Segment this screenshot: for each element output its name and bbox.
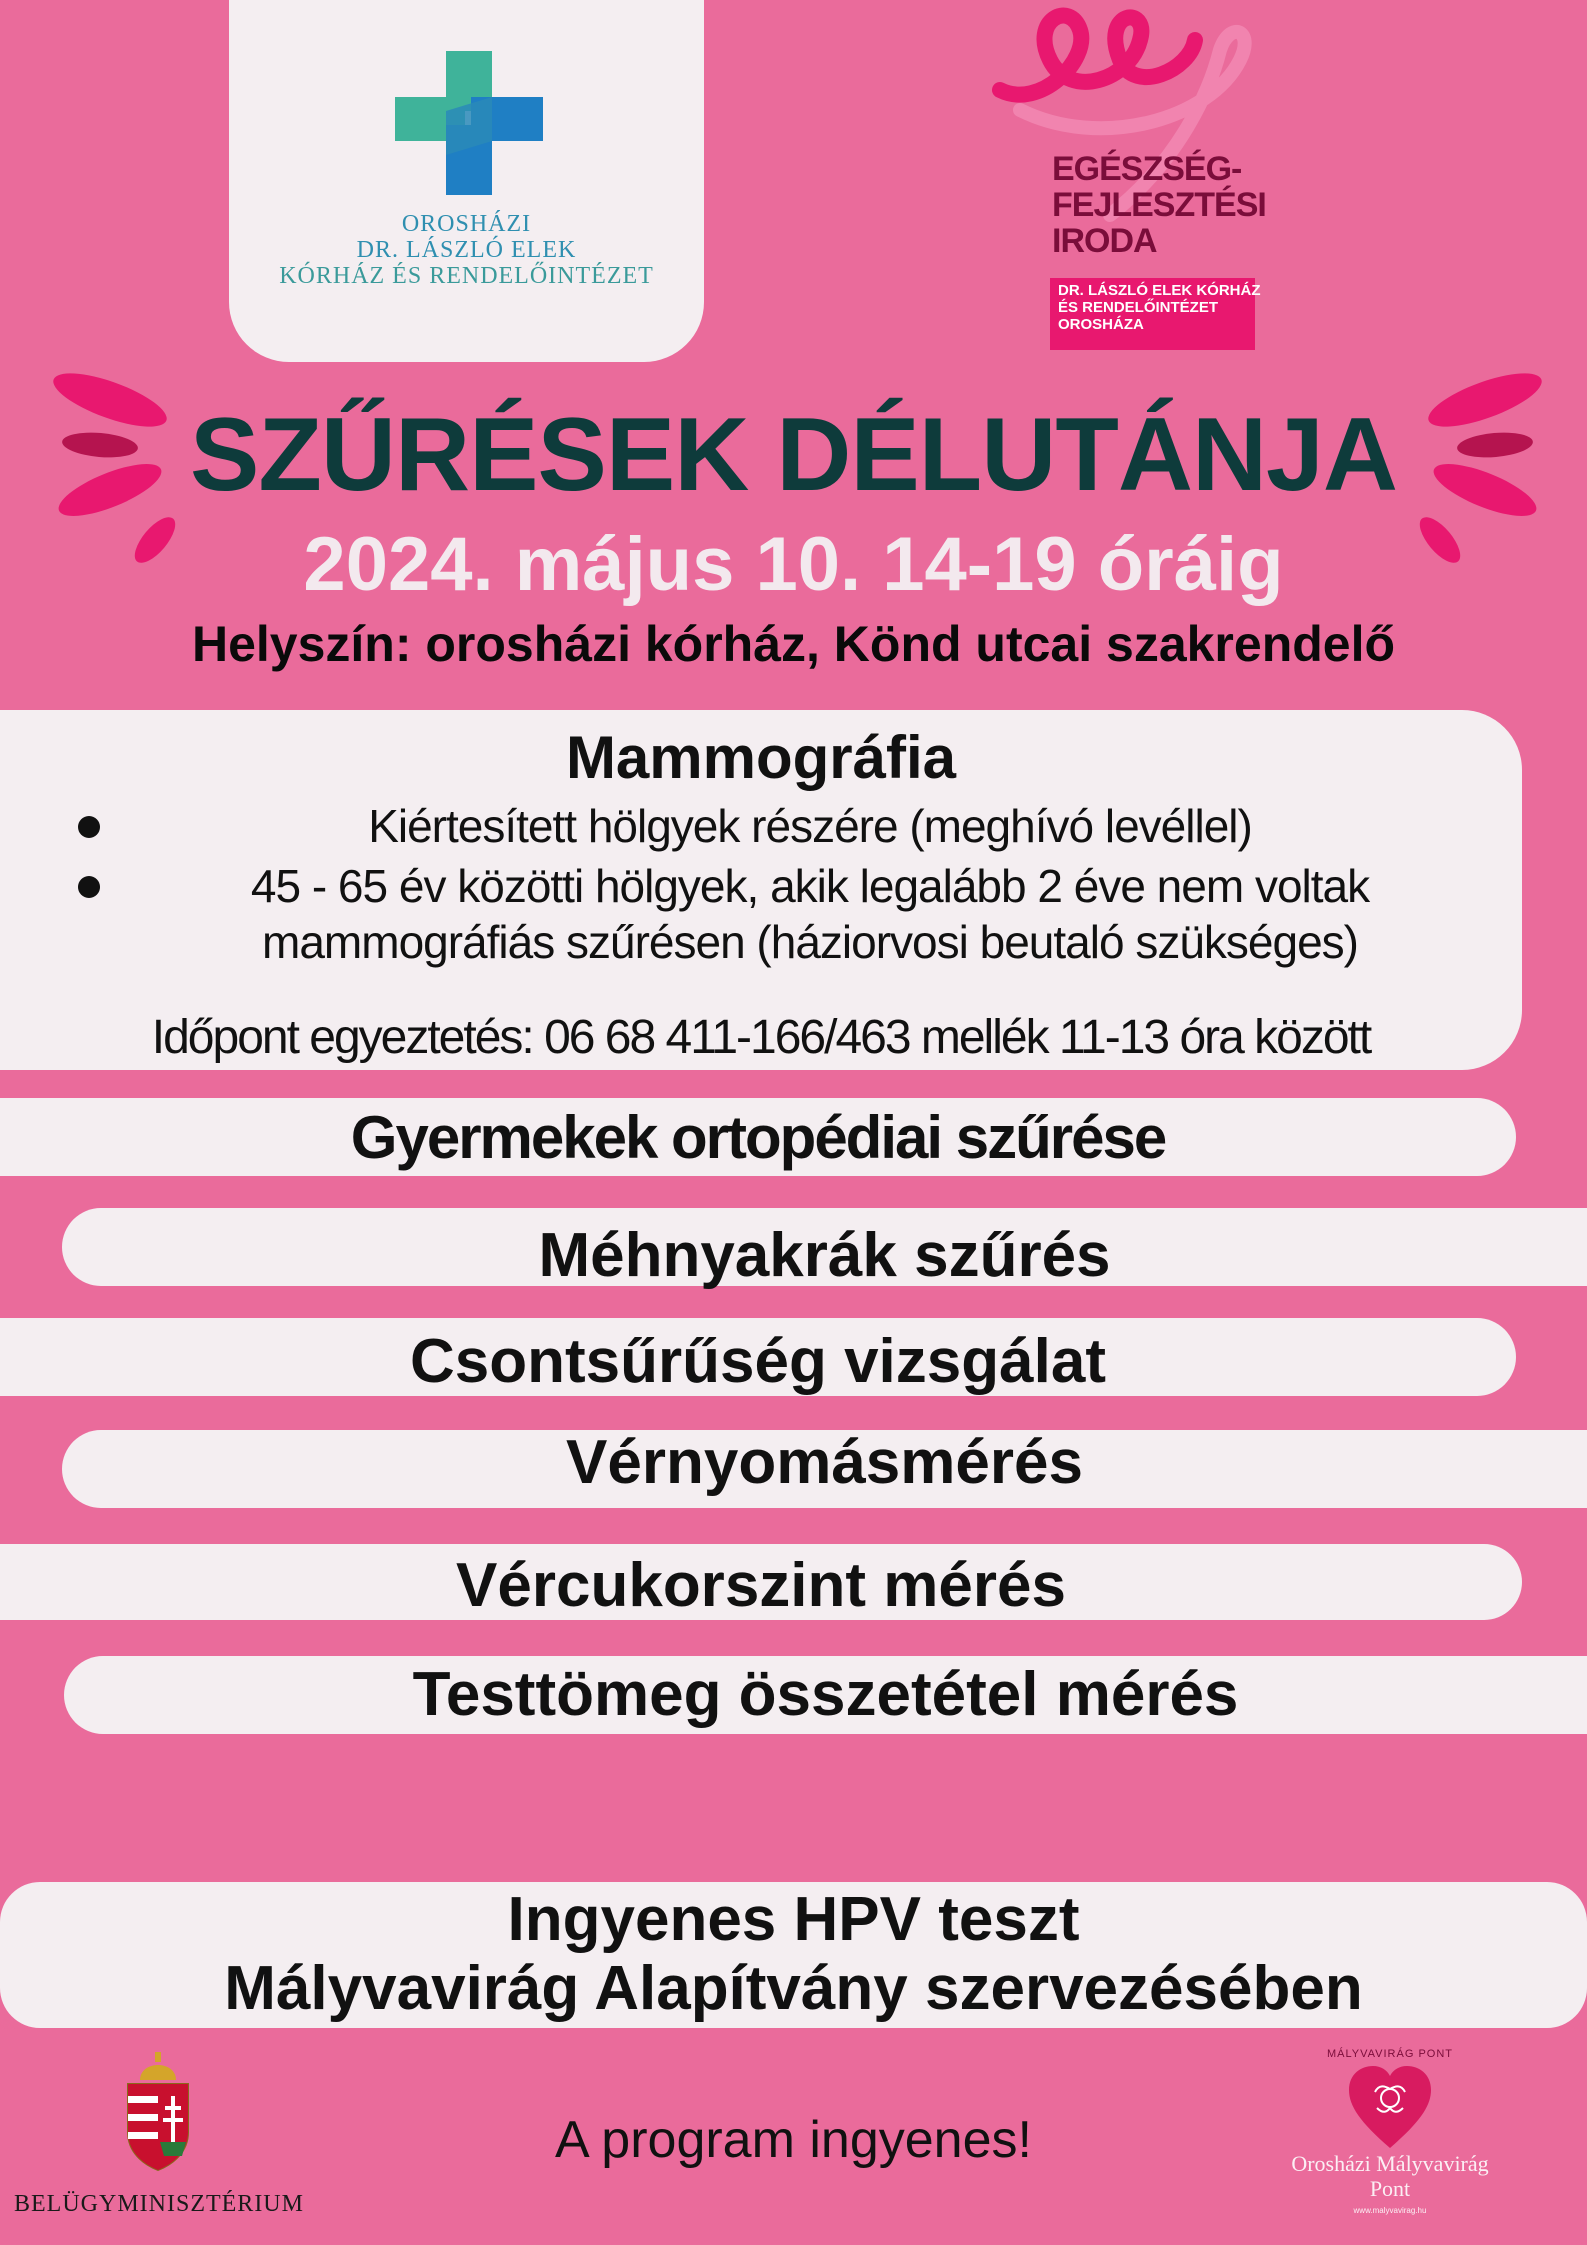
free-program-text: A program ingyenes! xyxy=(555,2111,1032,2169)
screening-label: Testtömeg összetétel mérés xyxy=(412,1659,1239,1729)
screening-label: Vérnyomásmérés xyxy=(566,1427,1083,1497)
malyvavirag-heart-icon xyxy=(1345,2062,1435,2152)
malyvavirag-name-line1: Orosházi Mályvavirág xyxy=(1291,2151,1489,2176)
mammography-item: 45 - 65 év közötti hölgyek, akik legalább 2 éve nem voltak xyxy=(250,860,1370,912)
hospital-name-line1: OROSHÁZI xyxy=(401,211,532,237)
event-venue: Helyszín: orosházi kórház, Könd utcai szakrendelő xyxy=(191,616,1396,672)
malyvavirag-ring-text: MÁLYVAVIRÁG PONT xyxy=(1326,2048,1454,2060)
screening-pill xyxy=(64,1656,1587,1734)
health-office-logo xyxy=(980,0,1280,360)
office-name-line1: EGÉSZSÉG- xyxy=(1052,150,1242,188)
hpv-line2: Mályvavirág Alapítvány szervezésében xyxy=(224,1954,1363,2023)
malyvavirag-url: www.malyvavirag.hu xyxy=(1353,2206,1427,2215)
screening-pill xyxy=(0,1318,1516,1396)
hospital-name-line2: DR. LÁSZLÓ ELEK xyxy=(356,237,577,263)
appointment-info: Időpont egyeztetés: 06 68 411-166/463 mellék 11-13 óra között xyxy=(151,1011,1371,1064)
office-sub-line1: DR. LÁSZLÓ ELEK KÓRHÁZ xyxy=(1058,282,1261,299)
screening-label: Méhnyakrák szűrés xyxy=(538,1220,1111,1290)
hospital-cross-icon xyxy=(389,45,549,205)
screening-label: Csontsűrűség vizsgálat xyxy=(410,1326,1106,1396)
office-name-line2: FEJLESZTÉSI xyxy=(1052,186,1266,224)
mammography-item: Kiértesített hölgyek részére (meghívó levéllel) xyxy=(368,800,1252,852)
bullet-icon xyxy=(78,876,100,898)
office-sub-line3: OROSHÁZA xyxy=(1058,316,1144,333)
screening-pill xyxy=(62,1427,1587,1508)
mammography-item-continued: mammográfiás szűrésen (háziorvosi beutaló szükséges) xyxy=(262,916,1358,968)
hospital-logo-card xyxy=(229,0,704,362)
hpv-line1: Ingyenes HPV teszt xyxy=(507,1885,1080,1954)
mammography-heading: Mammográfia xyxy=(565,724,957,791)
screening-label: Vércukorszint mérés xyxy=(456,1550,1066,1620)
ministry-label: BELÜGYMINISZTÉRIUM xyxy=(14,2191,304,2217)
bullet-icon xyxy=(78,816,100,838)
screening-label: Gyermekek ortopédiai szűrése xyxy=(350,1103,1166,1171)
screening-pill xyxy=(0,1098,1516,1176)
screening-pill xyxy=(62,1208,1587,1290)
office-sub-line2: ÉS RENDELŐINTÉZET xyxy=(1058,299,1219,316)
screening-pill xyxy=(0,1544,1522,1620)
malyvavirag-name-line2: Pont xyxy=(1369,2176,1411,2201)
event-title: SZŰRÉSEK DÉLUTÁNJA xyxy=(190,397,1397,513)
office-name-line3: IRODA xyxy=(1052,222,1157,260)
event-date: 2024. május 10. 14-19 óráig xyxy=(303,522,1284,607)
hospital-name-line3: KÓRHÁZ ÉS RENDELŐINTÉZET xyxy=(279,263,654,289)
